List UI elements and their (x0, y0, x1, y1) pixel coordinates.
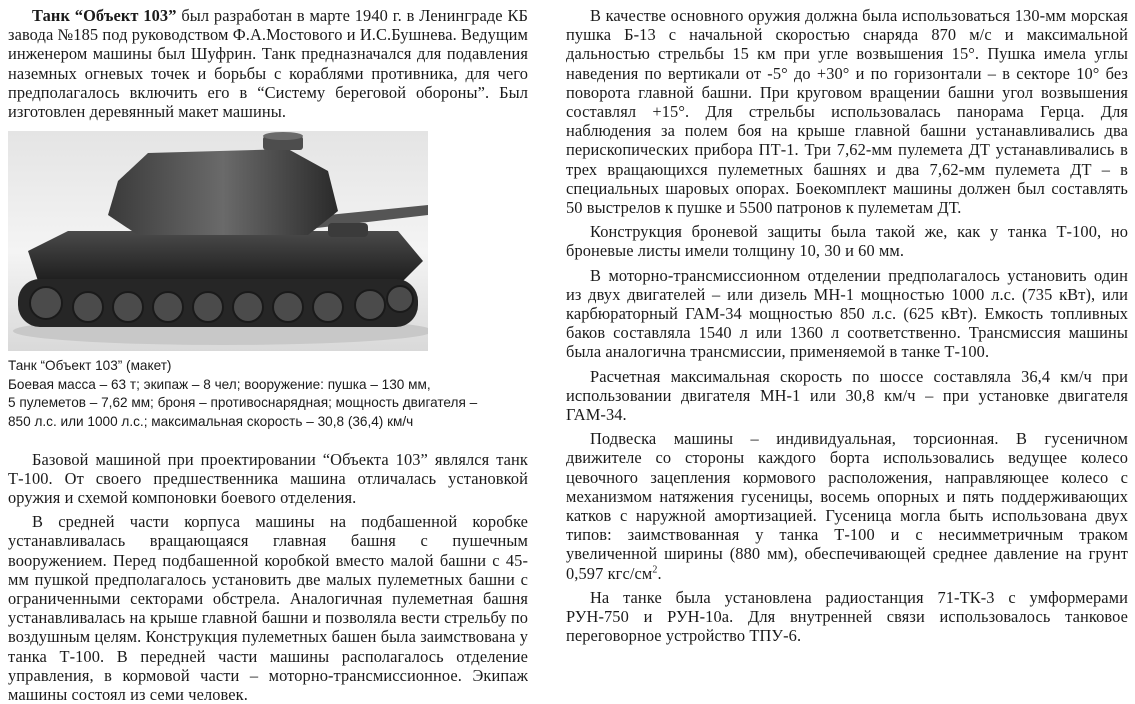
caption-line: 850 л.с. или 1000 л.с.; максимальная скорость – 30,8 (36,4) км/ч (8, 414, 414, 429)
tank-name: Танк “Объект 103” (32, 6, 177, 25)
caption-line: Боевая масса – 63 т; экипаж – 8 чел; вооружение: пушка – 130 мм, (8, 376, 431, 392)
paragraph: Конструкция броневой защиты была такой же, как у танка Т-100, но броневые листы имели толщину 10, 30 и 60 мм. (566, 222, 1128, 261)
tank-model-image (8, 131, 428, 351)
superscript: 2 (652, 564, 658, 576)
right-column (566, 6, 1128, 646)
left-column (8, 6, 528, 704)
paragraph-end: . (657, 563, 662, 583)
paragraph: В средней части корпуса машины на подбашенной коробке устанавливалась вращающаяся главная башня с пушечным вооружением. Перед подбашенной коробкой вместо малой башни с 45-мм пушкой предполагалось установить две малых пулеметных башни с ограниченными секторами обстрела. Аналогичная пулеметная башня устанавливалась на крыше главной башни и позволяла вести стрельбу по воздушным целям. Конструкция пулеметных башен была заимствована у танка Т-100. В передней части машины располагалось отделение управления, в кормовой части – моторно-трансмиссионное. Экипаж машины состоял из семи человек. (8, 512, 528, 704)
paragraph (566, 429, 1128, 583)
paragraph: В моторно-трансмиссионном отделении предполагалось установить один из двух двигателей – или дизель МН-1 мощностью 1000 л.с. (735 кВт), или карбюраторный ГАМ-34 мощностью 850 л.с. (625 кВт). Емкость топливных баков составляла 1540 л или 1360 л соответственно. Трансмиссия машины была аналогична трансмиссии, применяемой в танке Т-100. (566, 265, 1128, 362)
photo-caption (8, 357, 528, 431)
caption-line: 5 пулеметов – 7,62 мм; броня – противоснарядная; мощность двигателя – (8, 395, 478, 411)
intro-text: был разработан в марте 1940 г. в Ленинграде КБ завода №185 под руководством Ф.А.Мостового и И.С.Бушнева. Ведущим инженером машины был Шуфрин. Танк предназначался для подавления наземных огневых точек и борьбы с кораблями противника, для чего предполагалось включить его в “Систему береговой обороны”. Был изготовлен деревянный макет машины. (8, 6, 529, 122)
caption-title: Танк “Объект 103” (макет) (8, 358, 172, 374)
paragraph: Базовой машиной при проектировании “Объекта 103” являлся танк Т-100. От своего предшественника машина отличалась установкой оружия и схемой компоновки боевого отделения. (8, 449, 528, 507)
tank-model-photo (8, 131, 428, 351)
left-body-text (8, 450, 528, 704)
paragraph: На танке была установлена радиостанция 71-ТК-3 с умформерами РУН-750 и РУН-10а. Для внутренней связи использовалось танковое переговорное устройство ТПУ-6. (566, 587, 1128, 646)
paragraph: Расчетная максимальная скорость по шоссе составляла 36,4 км/ч при использовании двигателя МН-1 или 30,8 км/ч – при установке двигателя ГАМ-34. (566, 366, 1128, 425)
paragraph-text: Подвеска машины – индивидуальная, торсионная. В гусеничном движителе со стороны каждого борта использовались ведущее колесо цевочного зацепления кормового расположения, направляющее колесо с механизмом натяжения гусеницы, восемь опорных и пять поддерживающих катков с наружной амортизацией. Гусеница могла быть использована двух типов: заимствованная у танка Т-100 и с несимметричным траком увеличенной ширины (880 мм), обеспечивающей среднее давление на грунт 0,597 кгс/см (566, 429, 1128, 583)
intro-paragraph (8, 6, 528, 121)
paragraph: В качестве основного оружия должна была использоваться 130-мм морская пушка Б-13 с начальной скоростью снаряда 870 м/с и максимальной дальностью стрельбы 15 км при угле возвышения 15°. Пушка имела углы наведения по вертикали от -5° до +30° и по горизонтали – в секторе 10° без поворота главной башни. При круговом вращении башни угол возвышения составлял +15°. Для стрельбы использовалась панорама Герца. Для наблюдения за полем боя на крыше главной башни устанавливались два перископических прибора ПТ-1. Три 7,62-мм пулемета ДТ устанавливались в трех вращающихся пулеметных башнях и два 7,62-мм пулемета ДТ – в специальных шаровых опорах. Боекомплект машины должен был составлять 50 выстрелов к пушке и 5500 патронов к пулеметам ДТ. (566, 6, 1128, 218)
